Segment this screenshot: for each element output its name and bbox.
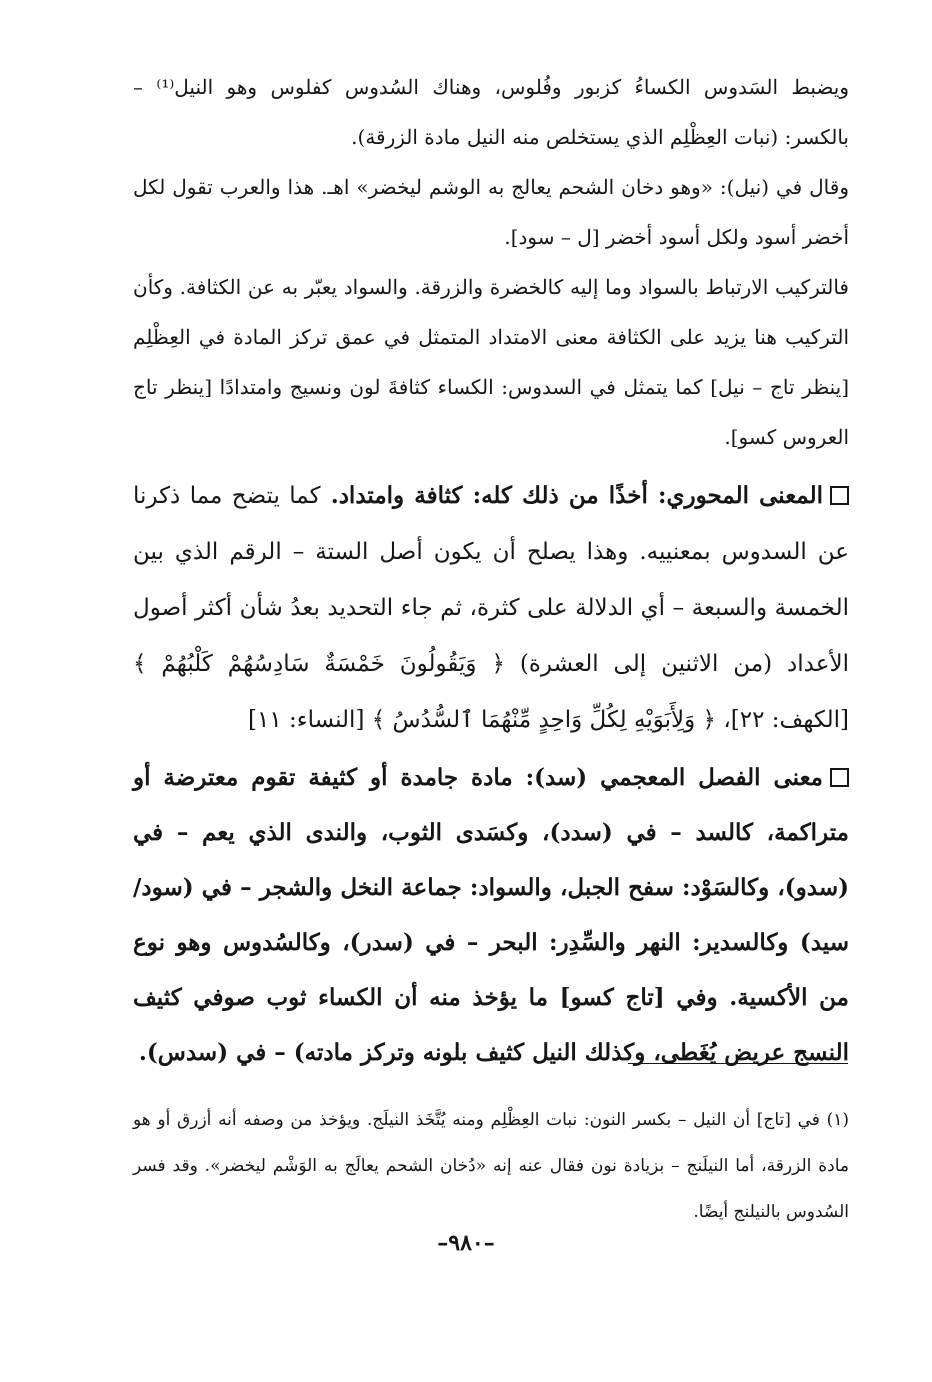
footnote: (١) في [تاج] أن النيل – بكسر النون: نبات العِظْلِم ومنه يُتَّخَذ النيلَج. ويؤخذ من وصفه أنه أزرق أو هو مادة الزرقة، أما النيلَنج – بزيادة نون فقال عنه إنه «دُخان الشحم يعالَج به الوَشْم ليخضر». وقد فسر السُدوس بالنيلنج أيضًا. (133, 1110, 849, 1222)
paragraph-nil: وقال في (نيل): «وهو دخان الشحم يعالج به الوشم ليخضر» اهـ. هذا والعرب تقول لكل أخضر أسود ولكل أسود أخضر [ل – سود]. (133, 175, 849, 249)
square-bullet-icon (830, 486, 849, 505)
section-fasl (133, 750, 849, 1080)
mahwari-text: كما يتضح مما ذكرنا عن السدوس بمعنييه. وهذا يصلح أن يكون أصل الستة – الرقم الذي بين الخمسة والسبعة – أي الدلالة على كثرة، ثم جاء التحديد بعدُ شأن أكثر أصول الأعداد (من الاثنين إلى العشرة) ﴿ وَيَقُولُونَ خَمْسَةٌ سَادِسُهُمْ كَلْبُهُمْ ﴾ [الكهف: ٢٢]، ﴿ وَلِأَبَوَيْهِ لِكُلِّ وَاحِدٍ مِّنْهُمَا ٱلسُّدُسُ ﴾ [النساء: ١١] (133, 483, 849, 733)
mahwari-heading: المعنى المحوري: أخذًا من ذلك كله: كثافة وامتداد. (330, 482, 824, 509)
footnote-separator (628, 1063, 848, 1064)
section-mahwari (133, 468, 849, 748)
paragraph-tarkib: فالتركيب الارتباط بالسواد وما إليه كالخضرة والزرقة. والسواد يعبّر به عن الكثافة. وكأن التركيب هنا يزيد على الكثافة معنى الامتداد المتمثل في عمق تركز المادة في العِظْلِم [ينظر تاج – نيل] كما يتمثل في السدوس: الكساء كثافةَ لون ونسيج وامتدادًا [ينظر تاج العروس كسو]. (133, 275, 850, 449)
page-body (133, 62, 849, 1080)
square-bullet-icon (830, 768, 849, 787)
fasl-text: معنى الفصل المعجمي (سد): مادة جامدة أو كثيفة تقوم معترضة أو متراكمة، كالسد – في (سدد)، وكسَدى الثوب، والندى الذي يعم – في (سدو)، وكالسَوْد: سفح الجبل، والسواد: جماعة النخل والشجر – في (سود/ سيد) وكالسدير: النهر والسِّدِر: البحر – في (سدر)، وكالسُدوس وهو نوع من الأكسية. وفي [تاج كسو] ما يؤخذ منه أن الكساء ثوب صوفي كثيف النسج عريض يُغَطى، وكذلك النيل كثيف بلونه وتركز مادته) – في (سدس). (133, 764, 849, 1066)
paragraph-sadus: ويضبط السَدوس الكساءُ كزبور وفُلوس، وهناك السُدوس كفلوس وهو النيل⁽¹⁾ – بالكسر: (نبات العِظْلِم الذي يستخلص منه النيل مادة الزرقة). (133, 75, 849, 149)
page-number: –٩٨٠– (437, 1230, 495, 1256)
